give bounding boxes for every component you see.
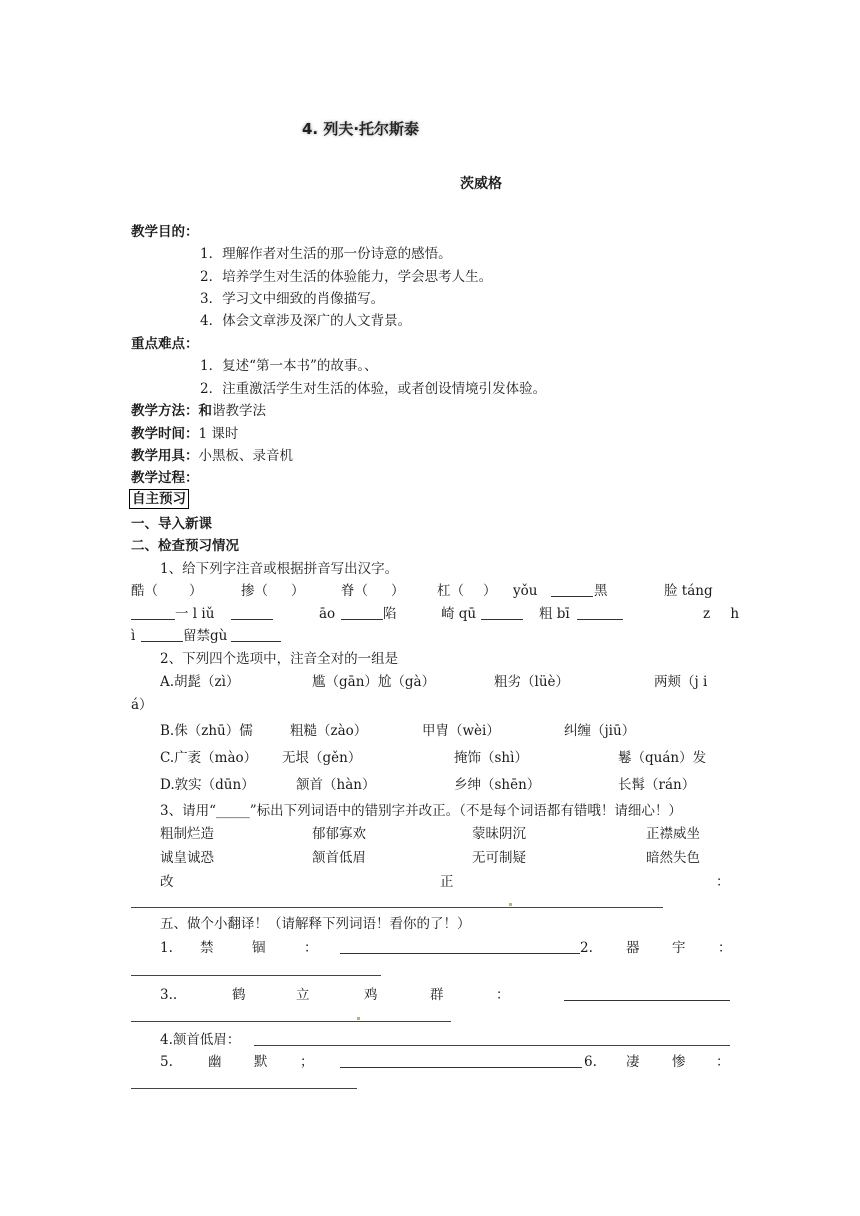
q5-answer-line[interactable] [131,975,381,976]
q3-word[interactable]: 诚皇诚恐 [160,850,214,866]
q5-item3-char: 立 [296,987,310,1003]
q2-c-3: 鬈（quán）发 [618,750,707,766]
teaching-method [131,402,266,420]
q5-answer-line[interactable] [131,1021,451,1022]
q1-r2-c2: 陷 [383,606,397,622]
q1-r2-c5: z h [703,606,748,622]
q2-b-3: 纠缠（jiū） [564,723,636,739]
q2-prompt: 2、下列四个选项中，注音全对的一组是 [160,651,399,667]
q2-d-3: 长髯（rán） [618,777,696,793]
section-heading: 一、导入新课 [131,516,212,532]
q3-correction-label: 正 [440,874,454,890]
q5-item1-char: 锢 [252,940,266,956]
q3-prompt: 3、请用“_____”标出下列词语中的错别字并改正。（不是每个词语都有错哦！请细心！） [160,803,682,819]
q5-answer-blank[interactable] [340,941,580,954]
q5-answer-line[interactable] [254,1045,730,1046]
q5-item3-char: 鸡 [364,987,378,1003]
q5-item3-char: 群 [430,987,444,1003]
q2-c-1: 无垠（gěn） [282,750,362,766]
document-title: 4. 列夫·托尔斯泰 [302,120,420,138]
q1-answer-blank[interactable] [231,607,273,620]
q1-r1-c1: ） [189,583,203,599]
q5-item1-char: 禁 [200,940,214,956]
q5-item5-colon: ； [300,1054,314,1070]
q5-item2-colon: ： [718,940,732,956]
q5-item6-colon: ： [716,1054,730,1070]
q3-correction-label: 改 [160,874,174,890]
q1-r2-c4: 粗 bī [539,606,570,622]
difficulty-item: 2．注重激活学生对生活的体验，或者创设情境引发体验。 [200,381,547,397]
q3-word[interactable]: 郁郁寡欢 [312,826,366,842]
objective-item: 4．体会文章涉及深广的人文背景。 [200,313,412,329]
q5-item5-num: 5. [160,1054,173,1070]
q5-item5-char: 幽 [208,1054,222,1070]
q1-r1-c8: yǒu [513,583,538,599]
q1-r1-c2: 掺（ [241,583,268,599]
q5-item6-num: 6. [584,1054,597,1070]
difficulties-heading: 重点难点： [131,336,199,352]
q2-c-2: 掩饰（shì） [454,750,528,766]
objective-item: 2．培养学生对生活的体验能力，学会思考人生。 [200,269,493,285]
q1-r1-c5: ） [391,583,405,599]
q1-r1-c0: 酷（ [131,583,158,599]
q2-a-2: 粗劣（lüè） [494,674,570,690]
q2-c-0: C.广袤（mào） [160,750,258,766]
objectives-heading: 教学目的： [131,224,199,240]
objective-item: 3．学习文中细致的肖像描写。 [200,291,385,307]
scan-speck [509,903,512,906]
q2-d-1: 颔首（hàn） [296,777,376,793]
q3-word[interactable]: 正襟威坐 [646,826,700,842]
q5-answer-line[interactable] [131,1088,357,1089]
q3-correction-colon: ： [716,874,730,890]
q2-b-0: B.侏（zhū）儒 [160,723,253,739]
q1-r2-c0: 一 l iǔ [175,606,215,622]
q5-item4 [160,1031,240,1049]
teaching-tools [131,447,293,465]
objective-item: 1．理解作者对生活的那一份诗意的感悟。 [200,246,452,262]
boxed-label: 自主预习 [129,489,189,509]
q1-r3-c0: ì [131,628,136,644]
q1-answer-blank[interactable] [551,584,593,597]
q5-item2-num: 2. [580,940,593,956]
q1-answer-blank[interactable] [481,607,523,620]
q1-r2-c1: āo [319,606,336,622]
q1-r1-c9: 黑 [594,583,608,599]
q5-item2-char: 器 [626,940,640,956]
q5-prompt: 五、做个小翻译！（请解释下列词语！看你的了！） [160,916,471,932]
q1-r1-c7: ） [483,583,497,599]
q1-answer-blank[interactable] [131,607,175,620]
q2-d-2: 乡绅（shēn） [454,777,541,793]
q1-answer-blank[interactable] [341,607,383,620]
q2-b-1: 粗糙（zào） [290,723,368,739]
q1-r1-c4: 脊（ [341,583,368,599]
q1-r3-c1: 留禁gù [183,628,228,644]
q1-r1-c10: 脸 táng [664,583,713,599]
q1-answer-blank[interactable] [141,629,183,642]
q2-a-1: 尴（gān）尬（gà） [312,674,436,690]
q5-item1-colon: ： [304,940,318,956]
scan-speck [357,1017,360,1020]
q5-item2-char: 宇 [672,940,686,956]
teaching-tools-value: 小黑板、录音机 [198,448,293,464]
q5-item4-label: 4.颔首低眉： [160,1032,241,1048]
q1-answer-blank[interactable] [231,629,281,642]
q1-r2-c3: 崎 qū [441,606,477,622]
teaching-process-label: 教学过程： [131,470,199,486]
q1-r1-c6: 杠（ [437,583,464,599]
q3-answer-line[interactable] [131,907,663,908]
q1-prompt: 1、给下列字注音或根据拼音写出汉字。 [160,561,399,577]
teaching-time [131,425,238,443]
teaching-time-label: 教学时间： [131,426,199,442]
q3-word[interactable]: 无可制疑 [472,850,526,866]
q5-item6-char: 凄 [626,1054,640,1070]
q2-a-3: 两颊（j i [654,674,708,690]
q2-d-0: D.敦实（dūn） [160,777,255,793]
teaching-time-value: 1 课时 [198,426,239,442]
author: 茨威格 [460,176,502,192]
q5-item1-num: 1. [160,940,173,956]
q5-item3-colon: ： [496,987,510,1003]
q3-word[interactable]: 暗然失色 [646,850,700,866]
q5-answer-blank[interactable] [340,1055,582,1068]
q3-word[interactable]: 蒙昧阴沉 [472,826,526,842]
q5-item3-num: 3.. [160,987,178,1003]
q1-r1-c3: ） [291,583,305,599]
q1-answer-blank[interactable] [577,607,623,620]
q5-item5-char: 默 [254,1054,268,1070]
teaching-method-value: 谐教学法 [212,403,266,419]
q5-item6-char: 惨 [672,1054,686,1070]
q3-word[interactable]: 颔首低眉 [312,850,366,866]
teaching-method-label: 教学方法：和 [131,403,212,419]
q5-answer-blank[interactable] [564,988,730,1001]
q2-b-2: 甲胄（wèi） [422,723,500,739]
q5-item3-char: 鹤 [232,987,246,1003]
teaching-tools-label: 教学用具： [131,448,199,464]
q2-option-a-cont: á） [131,697,153,713]
q2-a-0: A.胡髭（zì） [160,674,240,690]
section-heading: 二、检查预习情况 [131,538,239,554]
difficulty-item: 1．复述“第一本书”的故事。、 [200,358,378,374]
q3-word[interactable]: 粗制烂造 [160,826,214,842]
